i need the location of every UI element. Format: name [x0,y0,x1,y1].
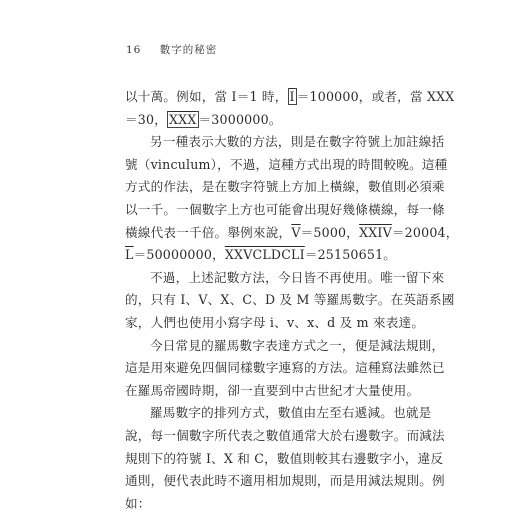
text-line [125,131,445,154]
text-run: 通則，便代表此時不適用相加規則，而是用減法規則。例 [125,473,445,489]
text-line [125,470,445,493]
overlined-numeral: XXVCLDCLI [224,247,305,263]
text-run: 方式的作法，是在數字符號上方加上橫線，數值則必須乘 [125,179,445,195]
text-line [125,289,455,312]
boxed-overlined-numeral: $\overline{I}$ [289,89,295,104]
text-line [125,267,445,290]
text-run: 的，只有 I、V、X、C、D 及 M 等羅馬數字。在英語系國 [125,292,455,308]
text-line [125,199,445,222]
text-run: 這是用來避免四個同樣數字連寫的方法。這種寫法雖然已 [125,360,445,376]
text-line [125,493,415,515]
text-line [125,222,459,245]
text-run: 橫線代表一千倍。舉例來說， [125,224,292,240]
text-run: ＝25150651。 [304,247,397,263]
text-line [125,244,415,267]
text-run: 不過，上述記數方法，今日皆不再使用。唯一留下來 [150,269,445,285]
overlined-numeral: $\overline{L}$ [125,247,134,263]
text-run: ＝50000000， [133,247,225,263]
text-line [125,380,420,403]
text-run: 在羅馬帝國時期，卻一直要到中古世紀才大量使用。 [125,382,420,398]
overlined-numeral: XXIV [359,224,392,240]
text-run: 以一千。一個數字上方也可能會出現好幾條橫線，每一條 [125,201,445,217]
boxed-overlined-numeral: $\overline{XXX}$ [169,111,197,127]
text-run: 以十萬。例如，當 I＝1 時， [125,89,288,104]
text-run: 號（vinculum），不過，這種方式出現的時間較晚。這種 [125,156,448,172]
text-line [125,402,432,425]
text-run: 家，人們也使用小寫字母 i、v、x、d 及 m 來表達。 [125,314,425,330]
text-run: ＝100000，或者，當 XXX [296,89,455,104]
text-run: 如： [125,495,151,511]
text-line [125,109,415,132]
overlined-numeral: $\overline{V}$ [291,224,301,240]
text-run: 說，每一個數字所代表之數值通常大於右邊數字。而減法 [125,427,445,443]
body-text [125,86,459,515]
page-number: 16 [126,44,142,56]
text-line [125,312,425,335]
text-run: 規則下的符號 I、X 和 C，數值則較其右邊數字小，違反 [125,450,444,466]
text-run: ＝3000000。 [198,111,282,127]
text-run: 另一種表示大數的方法，則是在數字符號上加註線括 [150,134,445,150]
text-line [125,176,445,199]
text-run: ＝20004， [391,224,459,240]
text-run: ＝30， [125,111,168,127]
text-line [125,86,455,109]
running-header [126,42,217,57]
running-title: 數字的秘密 [159,44,218,56]
text-line [125,357,445,380]
text-run: ＝5000， [300,224,360,240]
text-line [125,335,445,358]
text-line [125,154,448,177]
text-line [125,448,444,471]
text-line [125,425,445,448]
text-run: 羅馬數字的排列方式，數值由左至右遞減。也就是 [150,405,432,421]
text-run: 今日常見的羅馬數字表達方式之一，便是減法規則， [150,337,445,353]
